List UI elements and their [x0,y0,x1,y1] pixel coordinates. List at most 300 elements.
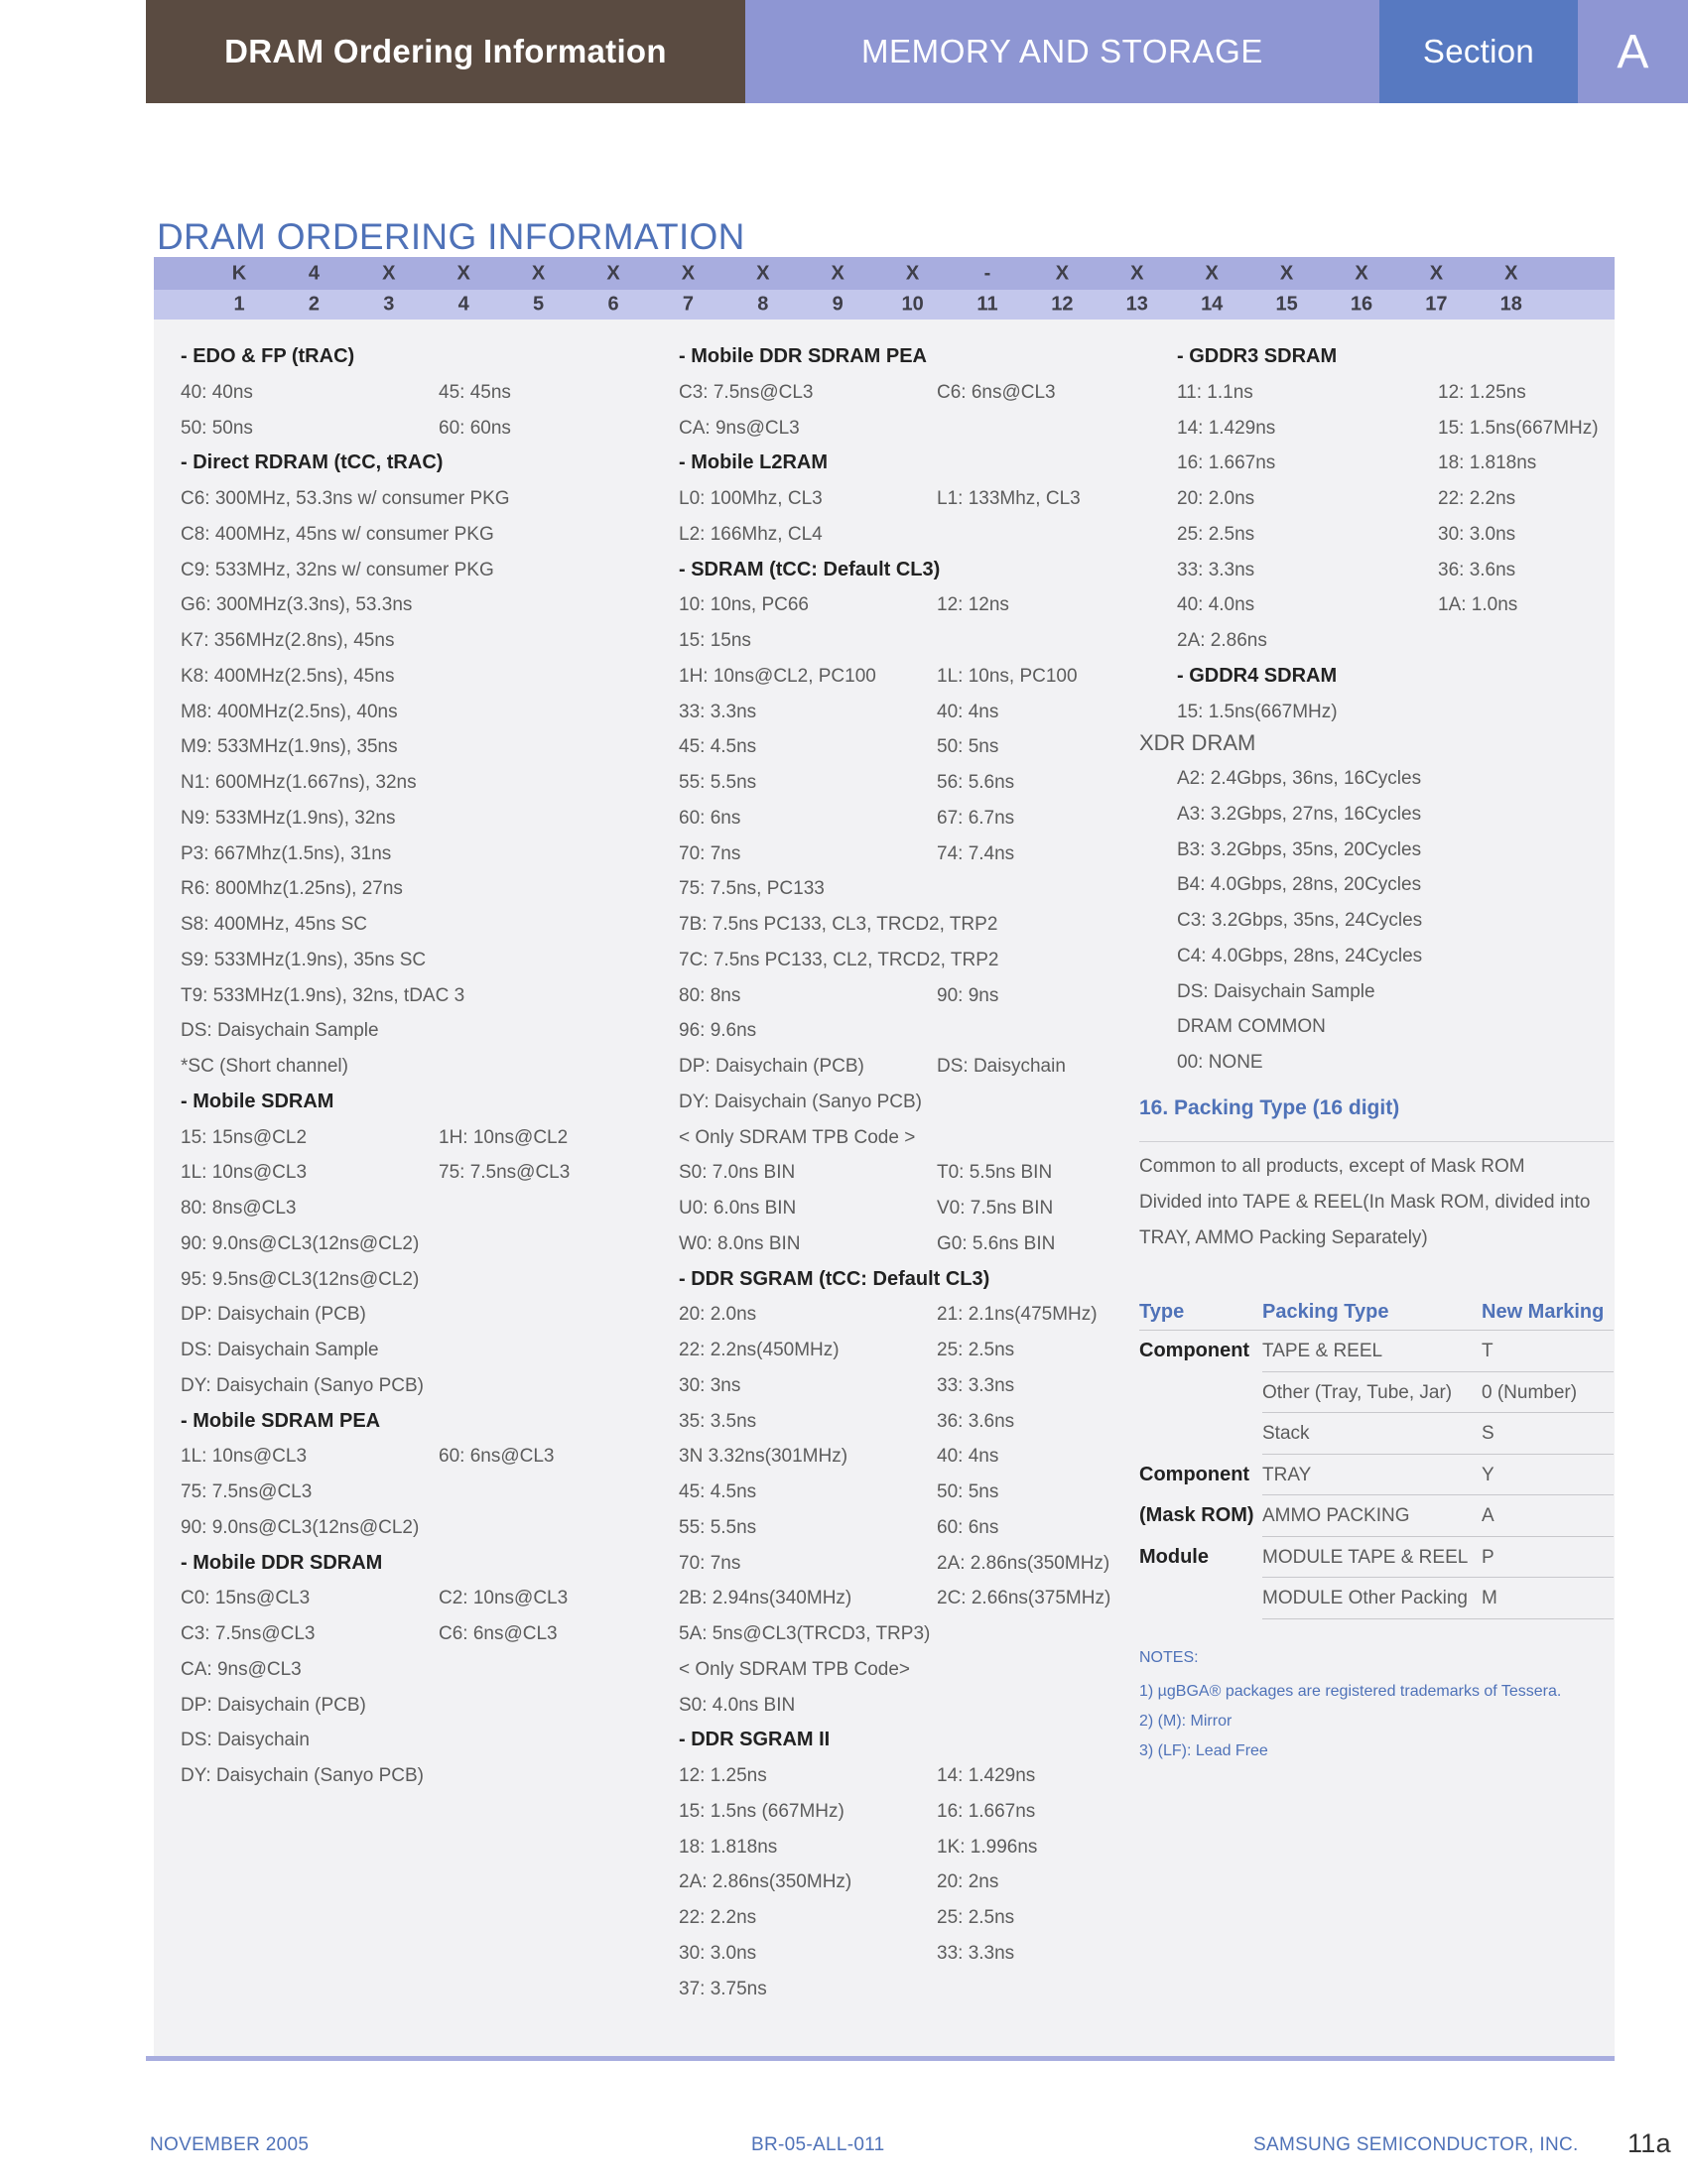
code-entry-a: P3: 667Mhz(1.5ns), 31ns [181,842,392,864]
xdr-title: XDR DRAM [1139,730,1256,755]
code-entry-a: C9: 533MHz, 32ns w/ consumer PKG [181,559,494,580]
code-entry-a: 30: 3ns [679,1374,741,1396]
code-entry [181,729,657,765]
code-entry-a: T9: 533MHz(1.9ns), 32ns, tDAC 3 [181,984,465,1006]
code-entry [679,801,1135,836]
page-title: DRAM ORDERING INFORMATION [157,216,745,257]
code-entry [679,1510,1135,1546]
code-entry-a: 14: 1.429ns [1177,417,1276,439]
code-char: K [231,262,247,284]
code-char: X [681,262,696,284]
code-entry-a: 96: 9.6ns [679,1020,757,1042]
code-entry-a: DY: Daisychain (Sanyo PCB) [679,1091,922,1112]
code-entry [679,1226,1135,1262]
code-entry-a: 16: 1.667ns [1177,452,1276,474]
code-position: 11 [976,293,998,316]
code-entry [679,695,1135,730]
code-entry-b: 40: 4ns [937,701,999,722]
code-entry [181,1758,657,1794]
code-entry-a: R6: 800Mhz(1.25ns), 27ns [181,878,403,900]
code-entry-a: 55: 5.5ns [679,1516,757,1538]
code-entry [679,623,1135,659]
packing-method-cell: Stack [1262,1423,1310,1444]
xdr-entry: 00: NONE [1177,1052,1263,1073]
code-entry [679,1120,1135,1156]
code-entry-b: 1K: 1.996ns [937,1836,1038,1858]
code-entry-a: S0: 4.0ns BIN [679,1694,796,1716]
code-entry [181,907,657,943]
code-position: 18 [1499,293,1522,316]
code-char: X [456,262,470,284]
code-entry-a: 55: 5.5ns [679,772,757,793]
packing-divider [1139,1141,1614,1142]
code-entry [181,1120,657,1156]
xdr-entry: DS: Daisychain Sample [1177,980,1375,1002]
code-entry-a: 20: 2.0ns [679,1304,757,1326]
marking-cell: 0 (Number) [1482,1381,1578,1403]
code-entry [1177,517,1614,553]
code-entry-a: 12: 1.25ns [679,1765,767,1786]
code-entry [181,375,657,411]
xdr-entry: DRAM COMMON [1177,1016,1326,1038]
code-entry-a: 30: 3.0ns [679,1942,757,1964]
code-position: 10 [901,293,924,316]
packing-row [1139,1372,1614,1414]
code-entry [181,836,657,872]
code-char: X [1504,262,1518,284]
code-entry-b: 20: 2ns [937,1871,999,1893]
code-position: 2 [308,293,320,316]
code-entry [1177,553,1614,588]
code-entry [679,1900,1135,1936]
group-heading: - Mobile L2RAM [679,451,828,474]
code-entry [181,978,657,1014]
code-entry [679,517,1135,553]
group-heading: - SDRAM (tCC: Default CL3) [679,558,941,580]
code-char: X [1279,262,1294,284]
code-entry-b: 22: 2.2ns [1438,488,1516,509]
code-char: - [983,262,991,284]
code-entry-a: 33: 3.3ns [679,701,757,722]
packing-method-cell: TRAY [1262,1464,1312,1485]
code-position: 6 [607,293,619,316]
code-entry [181,1262,657,1298]
code-entry-b: 50: 5ns [937,736,999,758]
code-entry-b: C6: 6ns@CL3 [937,381,1056,403]
code-entry-a: 2A: 2.86ns(350MHz) [679,1871,852,1893]
code-entry-a: 45: 4.5ns [679,736,757,758]
code-entry-a: DS: Daisychain Sample [181,1340,379,1360]
packing-row [1139,1537,1614,1579]
code-position: 16 [1350,293,1373,316]
header-type: Type [1139,1301,1185,1323]
code-entry [181,1616,657,1652]
code-entry-b: 33: 3.3ns [937,1374,1015,1396]
code-entry-a: C6: 300MHz, 53.3ns w/ consumer PKG [181,488,510,509]
code-entry [679,1404,1135,1440]
code-entry [181,623,657,659]
code-entry [679,1546,1135,1582]
group-heading: - Direct RDRAM (tCC, tRAC) [181,451,444,474]
code-entry [679,765,1135,801]
marking-cell: T [1482,1341,1493,1361]
code-char: 4 [308,262,320,284]
code-position: 1 [233,293,245,316]
code-entry-b: 33: 3.3ns [937,1942,1015,1964]
code-position: 8 [757,293,769,316]
code-entry [679,1439,1135,1475]
note-item: 3) (LF): Lead Free [1139,1742,1268,1759]
code-entry [181,1333,657,1368]
xdr-entry: C3: 3.2Gbps, 35ns, 24Cycles [1177,910,1423,931]
group-heading: - Mobile SDRAM [181,1090,334,1112]
group-heading: - Mobile DDR SDRAM PEA [679,345,927,367]
xdr-list [1177,761,1422,1081]
page-number: 11a [1627,2128,1671,2158]
header-section-label: Section [1379,0,1578,103]
code-entry-b: 36: 3.6ns [1438,559,1516,580]
code-entry-a: < Only SDRAM TPB Code > [679,1126,916,1148]
code-entry [181,517,657,553]
code-entry [679,375,1135,411]
code-entry-b: G0: 5.6ns BIN [937,1232,1056,1254]
code-entry [181,765,657,801]
code-entry [679,1581,1135,1616]
code-entry [181,1191,657,1226]
code-entry [679,1972,1135,2007]
code-entry [679,1085,1135,1120]
code-char: X [531,262,546,284]
code-entry-b: 75: 7.5ns@CL3 [439,1162,571,1184]
code-entry-b: C6: 6ns@CL3 [439,1623,558,1644]
code-entry-a: 7B: 7.5ns PC133, CL3, TRCD2, TRP2 [679,914,998,935]
code-entry [679,1333,1135,1368]
code-position: 5 [533,293,545,316]
packing-title: 16. Packing Type (16 digit) [1139,1096,1400,1119]
header-section-letter: A [1578,0,1688,103]
code-entry-a: C0: 15ns@CL3 [181,1588,311,1609]
code-entry-a: K7: 356MHz(2.8ns), 45ns [181,630,395,651]
code-entry-b: 12: 12ns [937,594,1009,616]
notes-title: NOTES: [1139,1649,1199,1666]
code-entry-a: 3N 3.32ns(301MHz) [679,1446,848,1468]
packing-method-cell: AMMO PACKING [1262,1505,1410,1526]
code-entry-b: 67: 6.7ns [937,807,1015,829]
code-position: 17 [1425,293,1448,316]
code-entry-b: C2: 10ns@CL3 [439,1588,569,1609]
header-category: MEMORY AND STORAGE [745,0,1379,103]
code-entry-b: V0: 7.5ns BIN [937,1198,1054,1219]
code-entry [181,801,657,836]
code-entry-a: L0: 100Mhz, CL3 [679,488,823,509]
code-entry-a: K8: 400MHz(2.5ns), 45ns [181,665,395,687]
packing-desc-line: Common to all products, except of Mask ROM [1139,1156,1525,1177]
code-entry-a: W0: 8.0ns BIN [679,1232,801,1254]
code-entry-b: 15: 1.5ns(667MHz) [1438,417,1599,439]
code-entry-a: M9: 533MHz(1.9ns), 35ns [181,736,398,758]
code-entry [679,836,1135,872]
code-entry-b: 30: 3.0ns [1438,523,1516,545]
code-entry-a: 80: 8ns [679,984,741,1006]
code-entry [181,943,657,978]
code-entry-a: 1L: 10ns@CL3 [181,1162,308,1184]
code-entry [1177,623,1614,659]
code-entry-a: 80: 8ns@CL3 [181,1198,297,1219]
code-entry-a: 70: 7ns [679,842,741,864]
code-entry-a: 5A: 5ns@CL3(TRCD3, TRP3) [679,1623,931,1644]
code-entry-a: DY: Daisychain (Sanyo PCB) [181,1765,424,1786]
code-entry-a: 15: 15ns@CL2 [181,1126,308,1148]
xdr-entry: B4: 4.0Gbps, 28ns, 20Cycles [1177,874,1422,896]
code-entry [181,1510,657,1546]
code-entry-a: 15: 1.5ns (667MHz) [679,1800,844,1822]
code-entry-a: S0: 7.0ns BIN [679,1162,796,1184]
xdr-entry: B3: 3.2Gbps, 35ns, 20Cycles [1177,838,1422,860]
packing-type-cell: Component [1139,1340,1250,1361]
code-entry [181,871,657,907]
code-entry [181,695,657,730]
header-title: DRAM Ordering Information [146,0,745,103]
packing-desc-line: Divided into TAPE & REEL(In Mask ROM, divided into [1139,1192,1591,1213]
code-entry [181,1652,657,1688]
code-entry [181,1688,657,1724]
code-entry-a: S9: 533MHz(1.9ns), 35ns SC [181,949,427,970]
code-entry-a: 40: 40ns [181,381,253,403]
code-entry [679,1013,1135,1049]
code-entry [181,411,657,447]
code-entry [679,1297,1135,1333]
code-entry-b: 40: 4ns [937,1446,999,1468]
packing-method-cell: Other (Tray, Tube, Jar) [1262,1381,1453,1403]
code-entry-b: 1A: 1.0ns [1438,594,1518,616]
code-entry [679,481,1135,517]
code-entry-a: 50: 50ns [181,417,253,439]
code-entry-a: 45: 4.5ns [679,1481,757,1502]
code-entry [679,1830,1135,1865]
code-entry-a: U0: 6.0ns BIN [679,1198,797,1219]
code-entry [181,659,657,695]
code-entry-a: 15: 1.5ns(667MHz) [1177,701,1338,722]
packing-desc-line: TRAY, AMMO Packing Separately) [1139,1227,1428,1248]
column-2 [679,339,1135,2006]
code-char: X [756,262,770,284]
code-entry-a: DP: Daisychain (PCB) [181,1694,366,1716]
code-entry [679,978,1135,1014]
footer-date: NOVEMBER 2005 [150,2134,310,2155]
code-char: X [831,262,844,284]
code-entry-b: 60: 60ns [439,417,511,439]
code-entry-a: DP: Daisychain (PCB) [181,1304,366,1326]
code-entry-a: 33: 3.3ns [1177,559,1255,580]
group-heading: - EDO & FP (tRAC) [181,345,355,367]
code-entry [181,553,657,588]
code-entry-a: 35: 3.5ns [679,1410,757,1432]
code-entry-b: 1L: 10ns, PC100 [937,665,1078,687]
code-entry-b: 18: 1.818ns [1438,452,1537,474]
marking-cell: M [1482,1588,1497,1608]
code-entry [679,1191,1135,1226]
xdr-entry: A2: 2.4Gbps, 36ns, 16Cycles [1177,768,1422,789]
code-entry-a: L2: 166Mhz, CL4 [679,523,823,545]
note-item: 2) (M): Mirror [1139,1713,1233,1730]
header-packing-type: Packing Type [1262,1301,1389,1323]
code-entry-a: C3: 7.5ns@CL3 [679,381,814,403]
packing-method-cell: MODULE TAPE & REEL [1262,1546,1469,1568]
packing-description [1139,1149,1616,1256]
code-entry-b: DS: Daisychain [937,1056,1066,1077]
code-entry-a: S8: 400MHz, 45ns SC [181,914,367,935]
code-entry [1177,411,1614,447]
code-position: 3 [383,293,395,316]
code-entry [181,1013,657,1049]
code-entry-b: 60: 6ns@CL3 [439,1446,555,1468]
code-entry-b: 21: 2.1ns(475MHz) [937,1304,1098,1326]
code-entry-b: 14: 1.429ns [937,1765,1036,1786]
xdr-entry: C4: 4.0Gbps, 28ns, 24Cycles [1177,945,1423,966]
code-entry-b: 25: 2.5ns [937,1340,1015,1360]
code-entry [679,1155,1135,1191]
code-entry-a: < Only SDRAM TPB Code> [679,1658,911,1680]
code-entry [181,1297,657,1333]
packing-method-cell: MODULE Other Packing [1262,1588,1468,1608]
marking-cell: A [1482,1505,1494,1526]
code-position: 15 [1275,293,1298,316]
code-position-bar [154,290,1615,320]
code-entry-a: 7C: 7.5ns PC133, CL2, TRCD2, TRP2 [679,949,999,970]
code-char: X [606,262,620,284]
code-entry-b: 2C: 2.66ns(375MHz) [937,1588,1111,1609]
header-new-marking: New Marking [1482,1301,1605,1323]
code-entry [1177,446,1614,481]
group-heading: - GDDR3 SDRAM [1177,345,1338,367]
code-entry [1177,375,1614,411]
code-entry [679,1652,1135,1688]
code-entry-a: 1L: 10ns@CL3 [181,1446,308,1468]
code-entry-b: 90: 9ns [937,984,999,1006]
code-entry-a: DS: Daisychain Sample [181,1020,379,1042]
code-entry [679,1368,1135,1404]
code-entry [679,1758,1135,1794]
code-entry-a: M8: 400MHz(2.5ns), 40ns [181,701,398,722]
code-entry [1177,695,1614,730]
code-entry [679,1794,1135,1830]
marking-cell: Y [1482,1464,1494,1485]
code-entry-a: 37: 3.75ns [679,1978,767,1999]
code-entry-a: 15: 15ns [679,630,751,651]
code-entry [181,1723,657,1758]
code-position: 7 [682,293,694,316]
code-entry [181,1475,657,1510]
code-entry [679,871,1135,907]
code-entry-b: 45: 45ns [439,381,511,403]
code-entry-a: 20: 2.0ns [1177,488,1255,509]
column-1 [181,339,657,1794]
group-heading: - Mobile SDRAM PEA [181,1409,381,1432]
code-entry-b: 74: 7.4ns [937,842,1015,864]
code-entry-a: 75: 7.5ns, PC133 [679,878,825,900]
code-entry-a: 10: 10ns, PC66 [679,594,809,616]
code-entry-a: CA: 9ns@CL3 [181,1658,302,1680]
code-entry-a: 22: 2.2ns [679,1907,757,1928]
code-char: X [1130,262,1144,284]
packing-row [1139,1331,1614,1372]
group-heading: - Mobile DDR SDRAM [181,1551,383,1574]
code-entry-a: G6: 300MHz(3.3ns), 53.3ns [181,594,413,616]
code-char: X [1429,262,1444,284]
code-entry-a: 25: 2.5ns [1177,523,1255,545]
code-entry-b: 16: 1.667ns [937,1800,1036,1822]
code-entry-a: 95: 9.5ns@CL3(12ns@CL2) [181,1268,420,1290]
code-entry-a: 11: 1.1ns [1177,381,1253,403]
code-entry-a: 70: 7ns [679,1552,741,1574]
code-entry [679,1475,1135,1510]
xdr-entry: A3: 3.2Gbps, 27ns, 16Cycles [1177,803,1422,825]
code-entry-a: 2A: 2.86ns [1177,630,1267,651]
packing-method-cell: TAPE & REEL [1262,1341,1383,1361]
code-entry [679,1936,1135,1972]
code-entry-a: 1H: 10ns@CL2, PC100 [679,665,876,687]
code-entry-a: DY: Daisychain (Sanyo PCB) [181,1374,424,1396]
code-entry [181,1439,657,1475]
code-entry-b: 60: 6ns [937,1516,999,1538]
packing-row [1139,1413,1614,1455]
code-entry-b: 12: 1.25ns [1438,381,1526,403]
code-char: X [1355,262,1368,284]
code-entry [181,481,657,517]
code-entry-b: 25: 2.5ns [937,1907,1015,1928]
code-entry-a: 22: 2.2ns(450MHz) [679,1340,840,1360]
code-char: X [905,262,920,284]
code-entry [679,411,1135,447]
code-position: 14 [1201,293,1224,316]
packing-table [1139,1293,1614,1619]
code-char: X [382,262,396,284]
code-entry [181,587,657,623]
packing-type-cell: Component [1139,1463,1250,1485]
code-entry [679,729,1135,765]
group-heading: - DDR SGRAM II [679,1729,831,1751]
code-entry [181,1226,657,1262]
code-position: 9 [832,293,844,316]
bottom-rule [146,2056,1615,2061]
code-entry [679,1864,1135,1900]
code-entry-b: L1: 133Mhz, CL3 [937,488,1081,509]
code-entry-a: 2B: 2.94ns(340MHz) [679,1588,852,1609]
code-entry-a: N9: 533MHz(1.9ns), 32ns [181,807,396,829]
code-entry-a: DP: Daisychain (PCB) [679,1056,864,1077]
footer-company: SAMSUNG SEMICONDUCTOR, INC. [1253,2134,1579,2155]
code-entry-a: C8: 400MHz, 45ns w/ consumer PKG [181,523,494,545]
code-entry [181,1155,657,1191]
marking-cell: P [1482,1546,1494,1568]
group-heading: - DDR SGRAM (tCC: Default CL3) [679,1267,990,1290]
code-entry-b: T0: 5.5ns BIN [937,1162,1053,1184]
code-entry-a: 60: 6ns [679,807,741,829]
notes [1139,1649,1561,1766]
code-entry-b: 2A: 2.86ns(350MHz) [937,1552,1110,1574]
code-entry-b: 1H: 10ns@CL2 [439,1126,569,1148]
code-position: 13 [1125,293,1148,316]
code-entry-b: 50: 5ns [937,1481,999,1502]
code-character-bar [154,257,1615,290]
code-entry [679,587,1135,623]
packing-row [1139,1455,1614,1496]
code-char: X [1055,262,1070,284]
code-entry-a: CA: 9ns@CL3 [679,417,800,439]
code-entry-a: N1: 600MHz(1.667ns), 32ns [181,772,417,793]
code-char: X [1205,262,1219,284]
packing-type-cell: Module [1139,1545,1209,1568]
